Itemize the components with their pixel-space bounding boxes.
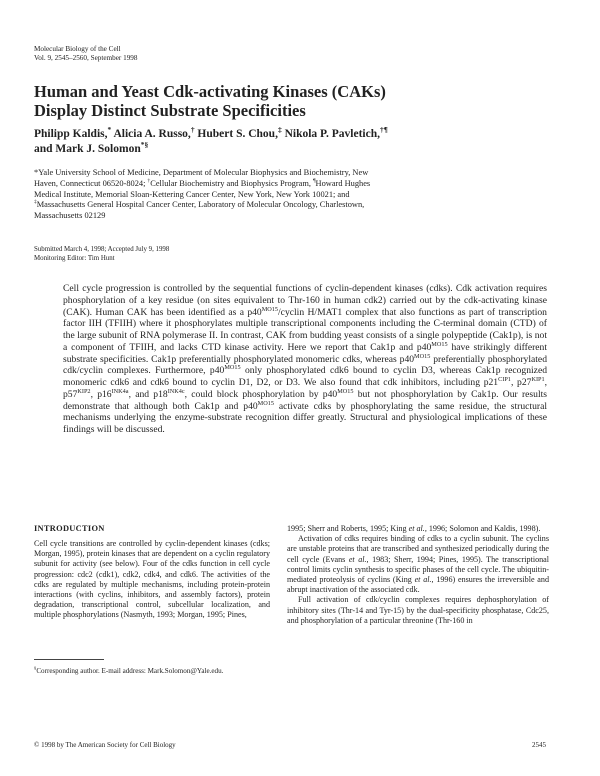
page-number: 2545 [532, 741, 546, 749]
author-chou: Hubert S. Chou, [194, 128, 278, 140]
affiliation-line: Massachusetts 02129 [34, 211, 106, 221]
text-run: , 1996) ensures the irreversible and abrupt inactivation of the associated cdk. [287, 575, 549, 595]
section-heading-introduction: INTRODUCTION [34, 524, 105, 533]
abstract [63, 283, 547, 436]
journal-name: Molecular Biology of the Cell [34, 45, 121, 53]
author-mark: ‡ [277, 125, 282, 135]
superscript: CIP1 [498, 375, 511, 383]
footnote-mark: § [34, 665, 37, 671]
author-list [34, 127, 554, 157]
abstract-text: /cyclin H/MAT1 complex that also functions as part of transcription factor IIH (TFIIH) where it phosphorylates multiple transcriptional components including the C-terminal domain (CTD) of the large subunit of RNA polymerase II. In contrast, CAK from budding yeast consists of a single polypeptide (Cak1p), is not a component of TFIIH, and lacks CTD kinase activity. Here we report that Cak1p and p40 [63, 306, 547, 353]
superscript: KIP1 [531, 375, 545, 383]
title-line-1: Human and Yeast Cdk-activating Kinases (CAKs) [34, 82, 386, 101]
text-run: Activation of cdks requires binding of cdks to a cyclin subunit. The cyclins are unstable proteins that are transcribed and synthesized periodically during the cell cycle (Evans [287, 534, 549, 564]
intro-continuation [287, 524, 549, 534]
superscript: MO15 [224, 364, 241, 372]
abstract-text: have strikingly different substrate specificities. Cak1p preferentially phosphorylated monomeric cdks, whereas p40 [63, 341, 548, 365]
author-kaldis: Philipp Kaldis, [34, 128, 108, 140]
footnote-divider [34, 659, 104, 660]
footnote-text: Corresponding author. E-mail address: Mark.Solomon@Yale.edu. [36, 667, 224, 675]
abstract-text: , could block phosphorylation by p40 [184, 388, 338, 400]
text-italic: et al. [414, 575, 432, 585]
abstract-text: but not phosphorylation by Cak1p. Our results demonstrate that although both Cak1p and p40 [63, 388, 548, 412]
author-russo: Alicia A. Russo, [111, 128, 191, 140]
author-mark: * [107, 125, 112, 135]
affiliation-line: Medical Institute, Memorial Sloan-Kettering Cancer Center, New York, New York 10021; and [34, 189, 350, 199]
intro-paragraph-2 [287, 534, 549, 595]
journal-volume: Vol. 9, 2545–2560, September 1998 [34, 54, 138, 62]
superscript: MO15 [337, 387, 354, 395]
affiliation-line: *Yale University School of Medicine, Department of Molecular Biophysics and Biochemistry, New [34, 168, 369, 177]
submitted-date: Submitted March 4, 1998; Accepted July 9, 1998 [34, 246, 170, 253]
abstract-text: only phosphorylated cdk6 bound to cyclin D3, whereas Cak1p recognized monomeric cdk6 and cdk6 bound to cyclin D1, D2, or D3. We also found that cdk inhibitors, including p21 [63, 365, 547, 388]
superscript: MO15 [431, 340, 448, 348]
text-italic: et al. [348, 554, 367, 564]
abstract-text: Cell cycle progression is controlled by the sequential functions of cyclin-dependent kinases (cdks). Cdk activation requires phosphorylation of a key residue (on sites equivalent to Thr-160 in human cdk2) carried out by the cdk-activating kinase (CAK). Human CAK has been identified as a p40 [63, 283, 547, 318]
abstract-text: , and p18 [128, 388, 168, 400]
superscript: MO15 [257, 399, 274, 407]
affiliation-text: Cellular Biochemistry and Biophysics Program, [150, 178, 314, 188]
superscript: INK4c [167, 387, 185, 395]
abstract-text: preferentially phosphorylated cdk/cyclin complexes. Furthermore, p40 [63, 353, 547, 377]
superscript: MO15 [414, 352, 431, 360]
intro-paragraph-1: Cell cycle transitions are controlled by cyclin-dependent kinases (cdks; Morgan, 1995), protein kinases that are dependent on a cyclin regulatory subunit for activity (see below). Four of the cdks function in cell cycle progression: cdc2 (cdk1), cdk2, cdk4, and cdk6. The activities of the cdks are regulated by multiple mechanisms, including protein-protein interactions (with cyclins, inhibitors, and assembly factors), protein degradation, transcriptional control, subcellular localization, and multiple phosphorylations (Nasmyth, 1993; Morgan, 1995; Pines, [34, 539, 270, 620]
left-column [34, 539, 270, 621]
superscript: MO15 [261, 305, 279, 313]
abstract-text: , p16 [90, 388, 112, 400]
affiliation-text: Massachusetts General Hospital Cancer Center, Laboratory of Molecular Oncology, Charlestown, [36, 200, 365, 210]
author-mark: † [190, 125, 195, 135]
author-solomon: and Mark J. Solomon [34, 143, 141, 155]
intro-paragraph-3: Full activation of cdk/cyclin complexes requires dephosphorylation of inhibitory sites (Thr-14 and Tyr-15) by the dual-specificity phosphatase, Cdc25, and phosphorylation of a particular threonine (Thr-160 in [287, 595, 549, 625]
text-run: , 1983; Sherr, 1994; Pines, 1995). The transcriptional control limits cyclin synthesis to specific phases of the cell cycle. The ubiquitin-mediated proteolysis of cyclins (King [287, 554, 550, 585]
right-column [287, 524, 549, 626]
author-mark: †¶ [379, 125, 388, 135]
text-run: 1995; Sherr and Roberts, 1995; King [287, 524, 409, 533]
corresponding-author-footnote [34, 667, 270, 676]
monitoring-editor: Monitoring Editor: Tim Hunt [34, 254, 115, 262]
article-title [34, 82, 554, 120]
affiliation-mark: † [147, 178, 151, 184]
abstract-text: , p27 [510, 377, 532, 388]
affiliation-text: Haven, Connecticut 06520-8024; [34, 178, 148, 188]
affiliation-text: Howard Hughes [315, 178, 371, 188]
abstract-text: activate cdks by phosphorylating the same residue, the structural mechanisms underlying the enzyme-substrate recognition differ greatly. Structural and physiological implications of these findings will be discussed. [63, 400, 547, 435]
author-mark: *§ [140, 140, 149, 150]
superscript: INK4a [111, 387, 129, 395]
title-line-2: Display Distinct Substrate Specificities [34, 101, 306, 120]
superscript: KIP2 [77, 387, 91, 395]
text-run: , 1996; Solomon and Kaldis, 1998). [424, 524, 541, 533]
text-italic: et al. [408, 524, 425, 533]
copyright-notice: © 1998 by The American Society for Cell Biology [34, 741, 176, 749]
journal-header [34, 45, 137, 63]
abstract-text: , p57 [63, 377, 548, 400]
author-pavletich: Nikola P. Pavletich, [281, 128, 380, 140]
affiliation-mark: ¶ [313, 178, 316, 184]
affiliations [34, 168, 504, 222]
affiliation-mark: ‡ [34, 199, 37, 206]
submission-dates [34, 246, 169, 263]
